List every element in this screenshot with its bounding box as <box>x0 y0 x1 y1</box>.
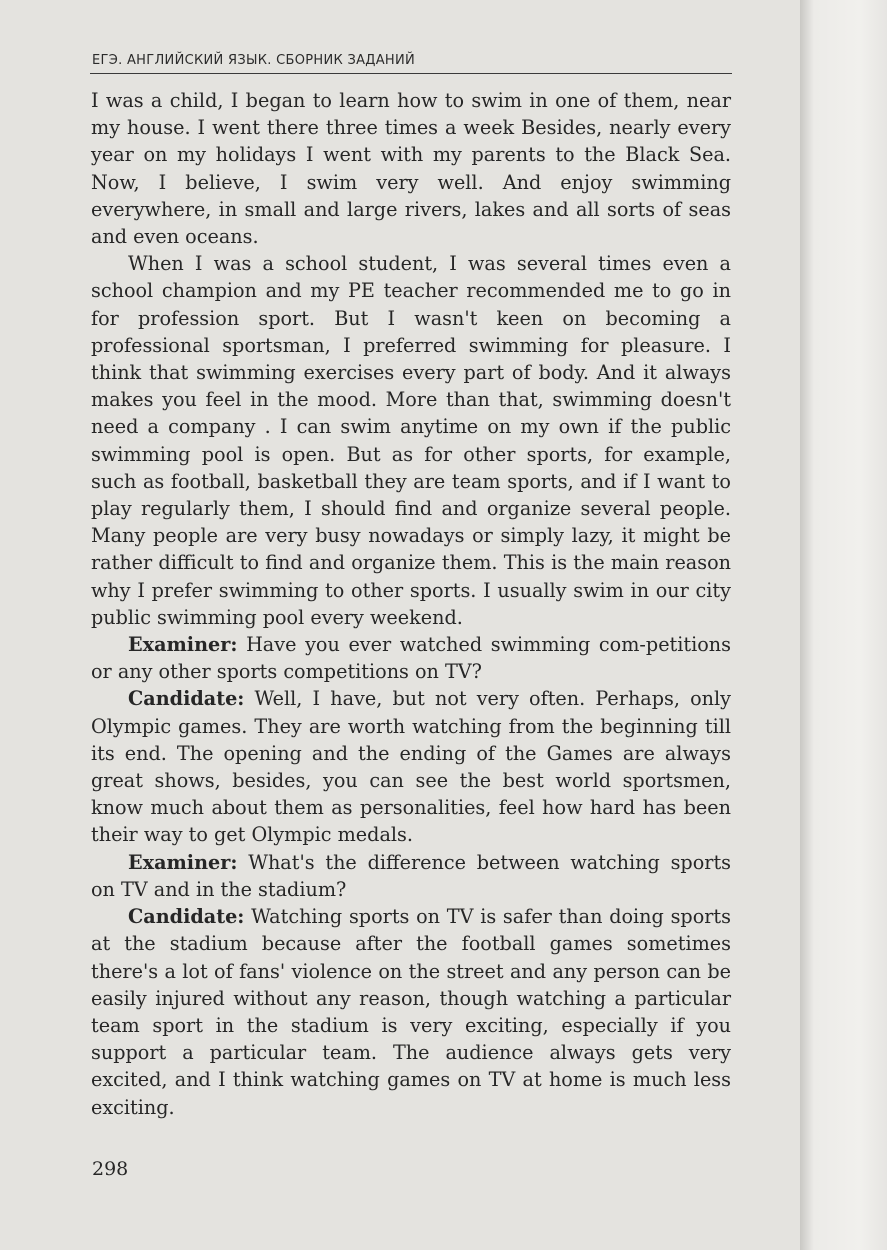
paragraph-text: When I was a school student, I was several times even a school champion and my PE teacher recommended me to go in for profession sport. But I wasn't keen on becoming a professional sportsman, I preferred swimming for pleasure. I think that swimming exercises every part of body. And it always makes you feel in the mood. More than that, swimming doesn't need a company . I can swim anytime on my own if the public swimming pool is open. But as for other sports, for example, such as football, basketball they are team sports, and if I want to play regularly them, I should find and organize several people. Many people are very busy nowadays or simply lazy, it might be rather difficult to find and organize them. This is the main reason why I prefer swimming to other sports. I usually swim in our city public swimming pool every weekend. <box>91 252 731 629</box>
dialogue-examiner-question-2 <box>91 849 731 903</box>
page-number: 298 <box>92 1158 129 1180</box>
paragraph-school-student <box>91 250 731 631</box>
header-divider <box>90 73 732 74</box>
dialogue-candidate-answer-2 <box>91 903 731 1121</box>
speaker-label: Examiner: <box>128 633 238 657</box>
dialogue-examiner-question-1 <box>91 631 731 685</box>
dialogue-text: Have you ever watched swimming com-petitions or any other sports competitions on TV? <box>91 633 731 684</box>
paragraph-text: I was a child, I began to learn how to swim in one of them, near my house. I went there three times a week Besides, nearly every year on my holidays I went with my parents to the Black Sea. Now, I believe, I swim very well. And enjoy swimming everywhere, in small and large rivers, lakes and all sorts of seas and even oceans. <box>91 89 731 249</box>
dialogue-candidate-answer-1 <box>91 685 731 848</box>
page-edge-margin <box>800 0 887 1250</box>
paragraph-continuation <box>91 87 731 250</box>
speaker-label: Candidate: <box>128 905 245 929</box>
page-body <box>91 87 731 1121</box>
running-header: ЕГЭ. АНГЛИЙСКИЙ ЯЗЫК. СБОРНИК ЗАДАНИЙ <box>92 53 416 68</box>
dialogue-text: Watching sports on TV is safer than doing sports at the stadium because after the football games sometimes there's a lot of fans' violence on the street and any person can be easily injured without any reason, though watching a particular team sport in the stadium is very exciting, especially if you support a particular team. The audience always gets very excited, and I think watching games on TV at home is much less exciting. <box>91 905 731 1119</box>
dialogue-text: Well, I have, but not very often. Perhaps, only Olympic games. They are worth watching from the beginning till its end. The opening and the ending of the Games are always great shows, besides, you can see the best world sportsmen, know much about them as personalities, feel how hard has been their way to get Olympic medals. <box>91 687 731 847</box>
speaker-label: Candidate: <box>128 687 245 711</box>
speaker-label: Examiner: <box>128 850 238 874</box>
dialogue-text: What's the difference between watching sports on TV and in the stadium? <box>91 850 731 901</box>
